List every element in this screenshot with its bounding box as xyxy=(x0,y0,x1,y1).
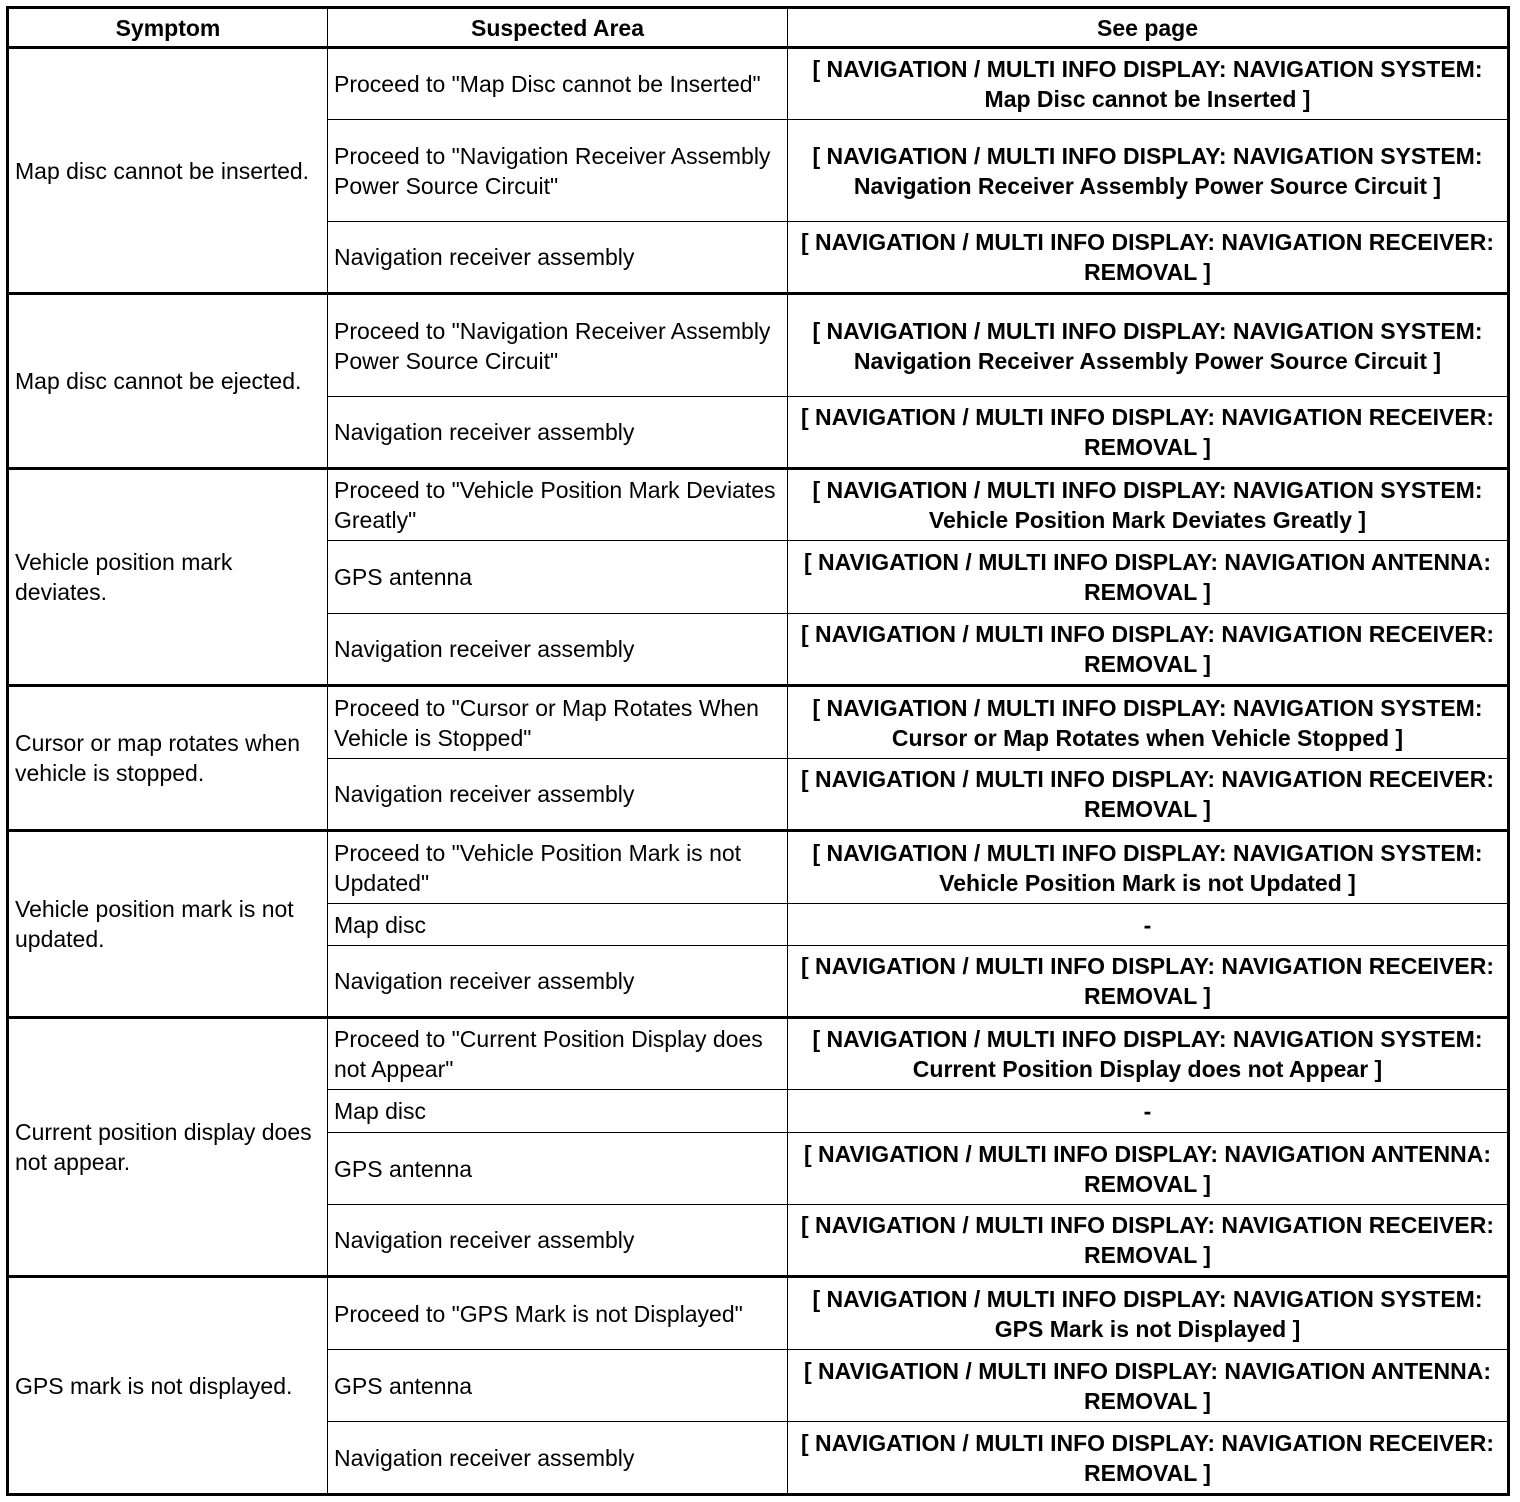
suspected-area-cell: Proceed to "GPS Mark is not Displayed" xyxy=(328,1277,788,1350)
see-page-link[interactable]: [ NAVIGATION / MULTI INFO DISPLAY: NAVIGATION ANTENNA: REMOVAL ] xyxy=(788,1350,1509,1422)
suspected-area-cell: Navigation receiver assembly xyxy=(328,222,788,294)
suspected-area-cell: Navigation receiver assembly xyxy=(328,614,788,686)
troubleshooting-table xyxy=(6,6,1510,1496)
suspected-area-cell: Proceed to "Map Disc cannot be Inserted" xyxy=(328,48,788,120)
suspected-area-cell: GPS antenna xyxy=(328,541,788,614)
see-page-link[interactable]: [ NAVIGATION / MULTI INFO DISPLAY: NAVIGATION SYSTEM: Map Disc cannot be Inserted ] xyxy=(788,48,1509,120)
table-row xyxy=(8,1277,1509,1350)
see-page-link[interactable]: [ NAVIGATION / MULTI INFO DISPLAY: NAVIGATION RECEIVER: REMOVAL ] xyxy=(788,614,1509,686)
see-page-link[interactable]: [ NAVIGATION / MULTI INFO DISPLAY: NAVIGATION SYSTEM: Navigation Receiver Assembly Power Source Circuit ] xyxy=(788,294,1509,397)
see-page-link[interactable]: [ NAVIGATION / MULTI INFO DISPLAY: NAVIGATION SYSTEM: Navigation Receiver Assembly Power Source Circuit ] xyxy=(788,120,1509,222)
suspected-area-cell: Proceed to "Vehicle Position Mark is not Updated" xyxy=(328,831,788,904)
see-page-link: - xyxy=(788,1090,1509,1133)
see-page-link[interactable]: [ NAVIGATION / MULTI INFO DISPLAY: NAVIGATION ANTENNA: REMOVAL ] xyxy=(788,1133,1509,1205)
see-page-link[interactable]: [ NAVIGATION / MULTI INFO DISPLAY: NAVIGATION SYSTEM: Vehicle Position Mark is not Updated ] xyxy=(788,831,1509,904)
suspected-area-cell: Navigation receiver assembly xyxy=(328,1422,788,1495)
symptom-cell: Vehicle position mark is not updated. xyxy=(8,831,328,1018)
suspected-area-cell: Navigation receiver assembly xyxy=(328,1205,788,1277)
suspected-area-cell: Proceed to "Navigation Receiver Assembly Power Source Circuit" xyxy=(328,294,788,397)
table-row xyxy=(8,294,1509,397)
header-see-page: See page xyxy=(788,8,1509,48)
table-row xyxy=(8,686,1509,759)
symptom-cell: Current position display does not appear. xyxy=(8,1018,328,1277)
suspected-area-cell: Navigation receiver assembly xyxy=(328,397,788,469)
suspected-area-cell: Proceed to "Cursor or Map Rotates When Vehicle is Stopped" xyxy=(328,686,788,759)
see-page-link[interactable]: [ NAVIGATION / MULTI INFO DISPLAY: NAVIGATION RECEIVER: REMOVAL ] xyxy=(788,1205,1509,1277)
see-page-link: - xyxy=(788,904,1509,946)
table-body xyxy=(8,48,1509,1495)
table-row xyxy=(8,831,1509,904)
header-suspected-area: Suspected Area xyxy=(328,8,788,48)
suspected-area-cell: Map disc xyxy=(328,1090,788,1133)
symptom-cell: GPS mark is not displayed. xyxy=(8,1277,328,1495)
see-page-link[interactable]: [ NAVIGATION / MULTI INFO DISPLAY: NAVIGATION RECEIVER: REMOVAL ] xyxy=(788,1422,1509,1495)
suspected-area-cell: GPS antenna xyxy=(328,1133,788,1205)
see-page-link[interactable]: [ NAVIGATION / MULTI INFO DISPLAY: NAVIGATION RECEIVER: REMOVAL ] xyxy=(788,397,1509,469)
see-page-link[interactable]: [ NAVIGATION / MULTI INFO DISPLAY: NAVIGATION RECEIVER: REMOVAL ] xyxy=(788,759,1509,831)
suspected-area-cell: GPS antenna xyxy=(328,1350,788,1422)
header-symptom: Symptom xyxy=(8,8,328,48)
see-page-link[interactable]: [ NAVIGATION / MULTI INFO DISPLAY: NAVIGATION SYSTEM: Current Position Display does not Appear ] xyxy=(788,1018,1509,1090)
symptom-cell: Cursor or map rotates when vehicle is stopped. xyxy=(8,686,328,831)
suspected-area-cell: Navigation receiver assembly xyxy=(328,759,788,831)
see-page-link[interactable]: [ NAVIGATION / MULTI INFO DISPLAY: NAVIGATION SYSTEM: GPS Mark is not Displayed ] xyxy=(788,1277,1509,1350)
suspected-area-cell: Map disc xyxy=(328,904,788,946)
symptom-cell: Map disc cannot be ejected. xyxy=(8,294,328,469)
suspected-area-cell: Proceed to "Navigation Receiver Assembly Power Source Circuit" xyxy=(328,120,788,222)
symptom-cell: Vehicle position mark deviates. xyxy=(8,469,328,686)
header-row xyxy=(8,8,1509,48)
table-row xyxy=(8,48,1509,120)
table-row xyxy=(8,1018,1509,1090)
see-page-link[interactable]: [ NAVIGATION / MULTI INFO DISPLAY: NAVIGATION RECEIVER: REMOVAL ] xyxy=(788,222,1509,294)
table-row xyxy=(8,469,1509,541)
suspected-area-cell: Navigation receiver assembly xyxy=(328,946,788,1018)
suspected-area-cell: Proceed to "Vehicle Position Mark Deviates Greatly" xyxy=(328,469,788,541)
see-page-link[interactable]: [ NAVIGATION / MULTI INFO DISPLAY: NAVIGATION SYSTEM: Vehicle Position Mark Deviates Greatly ] xyxy=(788,469,1509,541)
symptom-cell: Map disc cannot be inserted. xyxy=(8,48,328,294)
suspected-area-cell: Proceed to "Current Position Display does not Appear" xyxy=(328,1018,788,1090)
see-page-link[interactable]: [ NAVIGATION / MULTI INFO DISPLAY: NAVIGATION ANTENNA: REMOVAL ] xyxy=(788,541,1509,614)
see-page-link[interactable]: [ NAVIGATION / MULTI INFO DISPLAY: NAVIGATION RECEIVER: REMOVAL ] xyxy=(788,946,1509,1018)
see-page-link[interactable]: [ NAVIGATION / MULTI INFO DISPLAY: NAVIGATION SYSTEM: Cursor or Map Rotates when Vehicle Stopped ] xyxy=(788,686,1509,759)
